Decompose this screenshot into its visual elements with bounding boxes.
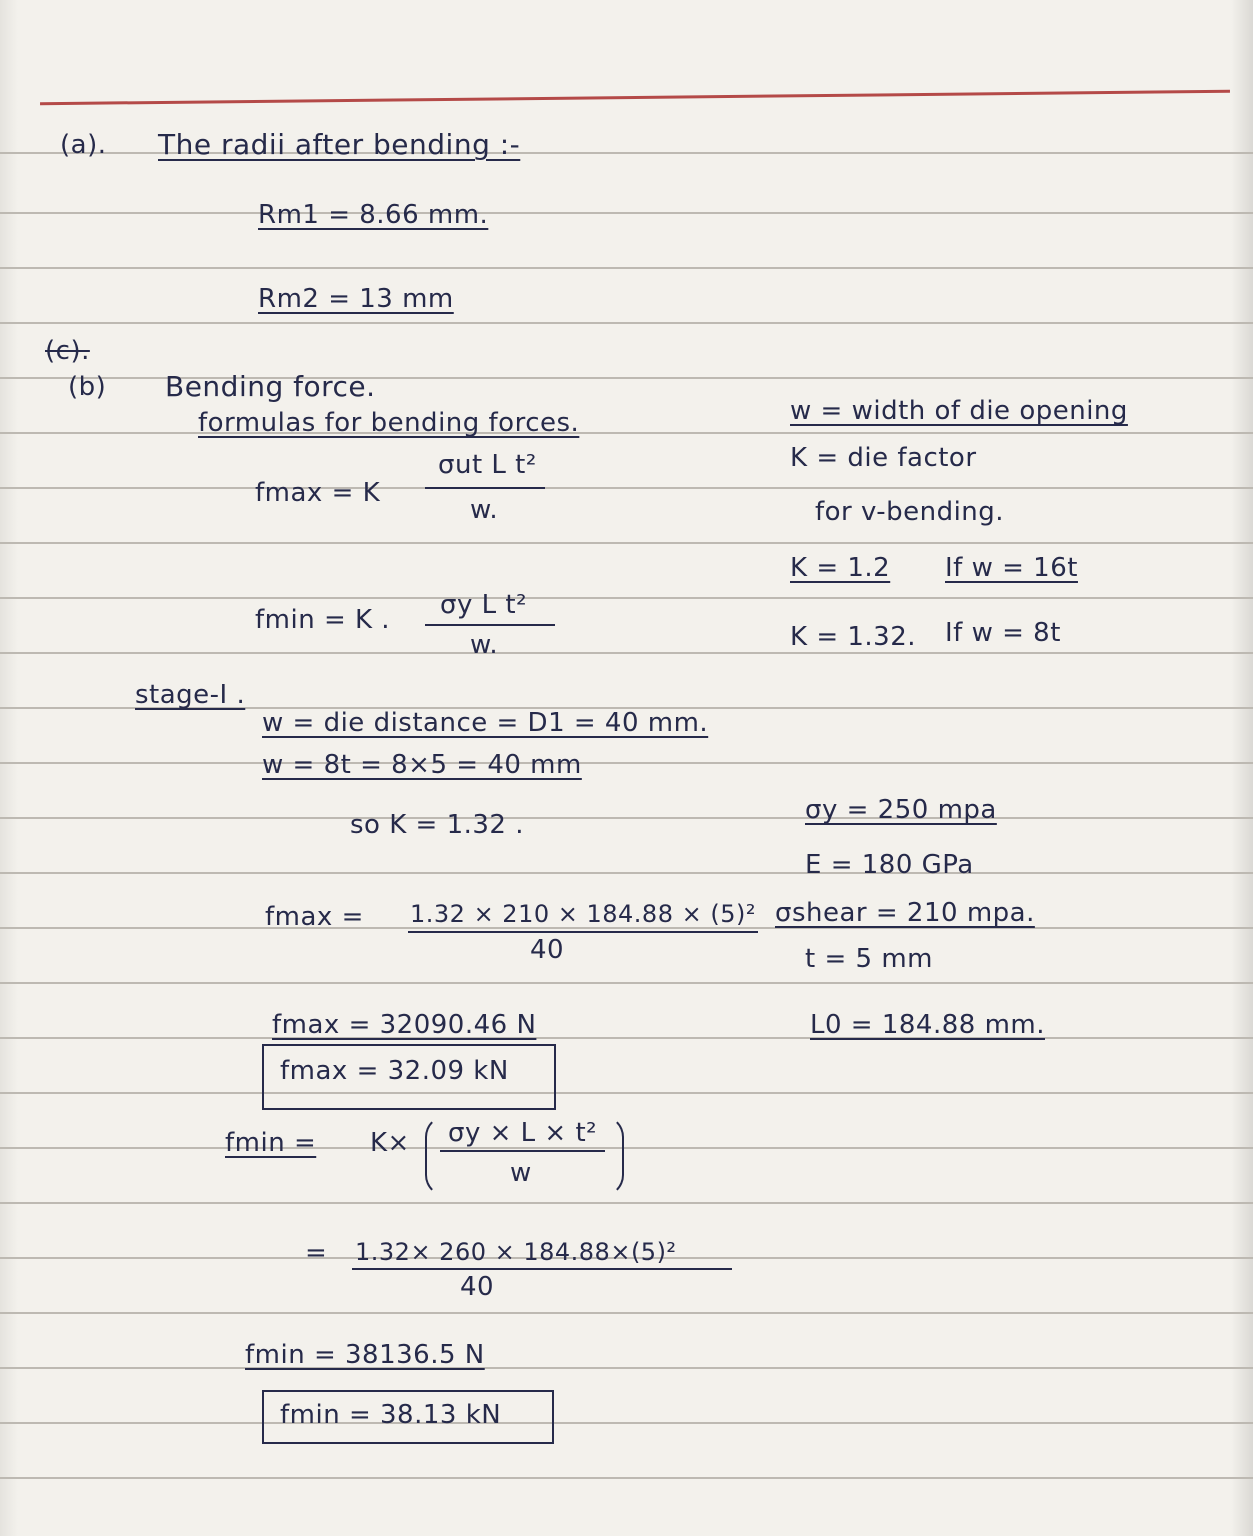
ruled-line [0,872,1253,874]
fmax-calc-label: fmax = [265,902,364,932]
fmin-calc-denominator: w [510,1158,532,1188]
k-definition: K = die factor [790,443,977,473]
fmin-calc-label: fmin = [225,1128,317,1158]
ruled-line [0,762,1253,764]
ruled-line [0,982,1253,984]
fmin-result-newtons: fmin = 38136.5 N [245,1340,485,1370]
ruled-line [0,542,1253,544]
ruled-line [0,652,1253,654]
elastic-modulus-value: E = 180 GPa [805,850,974,880]
ruled-line [0,1367,1253,1369]
fmin-substituted-denominator: 40 [460,1272,495,1302]
ruled-line [0,817,1253,819]
struck-label: (c). [45,336,90,366]
ruled-line [0,1477,1253,1479]
fmax-formula-lhs: fmax = K [255,478,381,508]
fmin-substituted-fraction-bar [352,1268,732,1270]
k2-condition: If w = 8t [945,618,1061,648]
fmax-formula-numerator: σut L t² [438,450,537,480]
fmax-result-newtons: fmax = 32090.46 N [272,1010,537,1040]
ruled-line [0,487,1253,489]
fmax-result-kn: fmax = 32.09 kN [280,1056,509,1086]
ruled-line [0,1147,1253,1149]
w-definition: w = width of die opening [790,396,1128,426]
ruled-line [0,597,1253,599]
rm1-line: Rm1 = 8.66 mm. [258,200,489,230]
section-b-label: (b) [68,372,107,402]
fmin-calc-fraction-bar [440,1150,605,1152]
ruled-line [0,267,1253,269]
thickness-value: t = 5 mm [805,944,933,974]
rm2-line: Rm2 = 13 mm [258,284,454,314]
fmin-fraction-bar [425,624,555,626]
section-a-label: (a). [60,130,107,160]
w-calculation-line: w = 8t = 8×5 = 40 mm [262,750,582,780]
fmin-equals-sign: = [305,1238,328,1268]
fmax-calc-denominator: 40 [530,935,565,965]
ruled-line [0,322,1253,324]
ruled-line [0,1037,1253,1039]
fmin-formula-denominator: w. [470,630,499,660]
fmax-fraction-bar [425,487,545,489]
section-a-heading: The radii after bending :- [158,128,521,161]
fmin-result-kn: fmin = 38.13 kN [280,1400,502,1430]
blank-length-value: L0 = 184.88 mm. [810,1010,1045,1040]
formulas-subtitle: formulas for bending forces. [198,408,580,438]
fmin-k-factor: K× [370,1128,410,1158]
ruled-line [0,1312,1253,1314]
die-distance-line: w = die distance = D1 = 40 mm. [262,708,709,738]
k-selection-line: so K = 1.32 . [350,810,525,840]
fmin-formula-lhs: fmin = K . [255,605,391,635]
sigma-shear-value: σshear = 210 mpa. [775,898,1035,928]
ruled-line [0,1422,1253,1424]
k2-value: K = 1.32. [790,622,917,652]
fmin-substituted-numerator: 1.32× 260 × 184.88×(5)² [355,1238,677,1266]
ruled-line [0,1202,1253,1204]
k1-condition: If w = 16t [945,553,1078,583]
header-margin-rule [40,90,1230,105]
fmin-calc-numerator: σy × L × t² [448,1118,598,1148]
ruled-line [0,1092,1253,1094]
ruled-line [0,212,1253,214]
bending-force-title: Bending force. [165,370,376,403]
fmin-formula-numerator: σy L t² [440,590,527,620]
k1-value: K = 1.2 [790,553,891,583]
fmax-calc-numerator: 1.32 × 210 × 184.88 × (5)² [410,900,756,928]
stage-label: stage-I . [135,680,246,710]
v-bending-note: for v-bending. [815,497,1005,527]
ruled-line [0,432,1253,434]
fmax-formula-denominator: w. [470,495,499,525]
fmax-calc-fraction-bar [408,931,758,933]
sigma-y-value: σy = 250 mpa [805,795,997,825]
